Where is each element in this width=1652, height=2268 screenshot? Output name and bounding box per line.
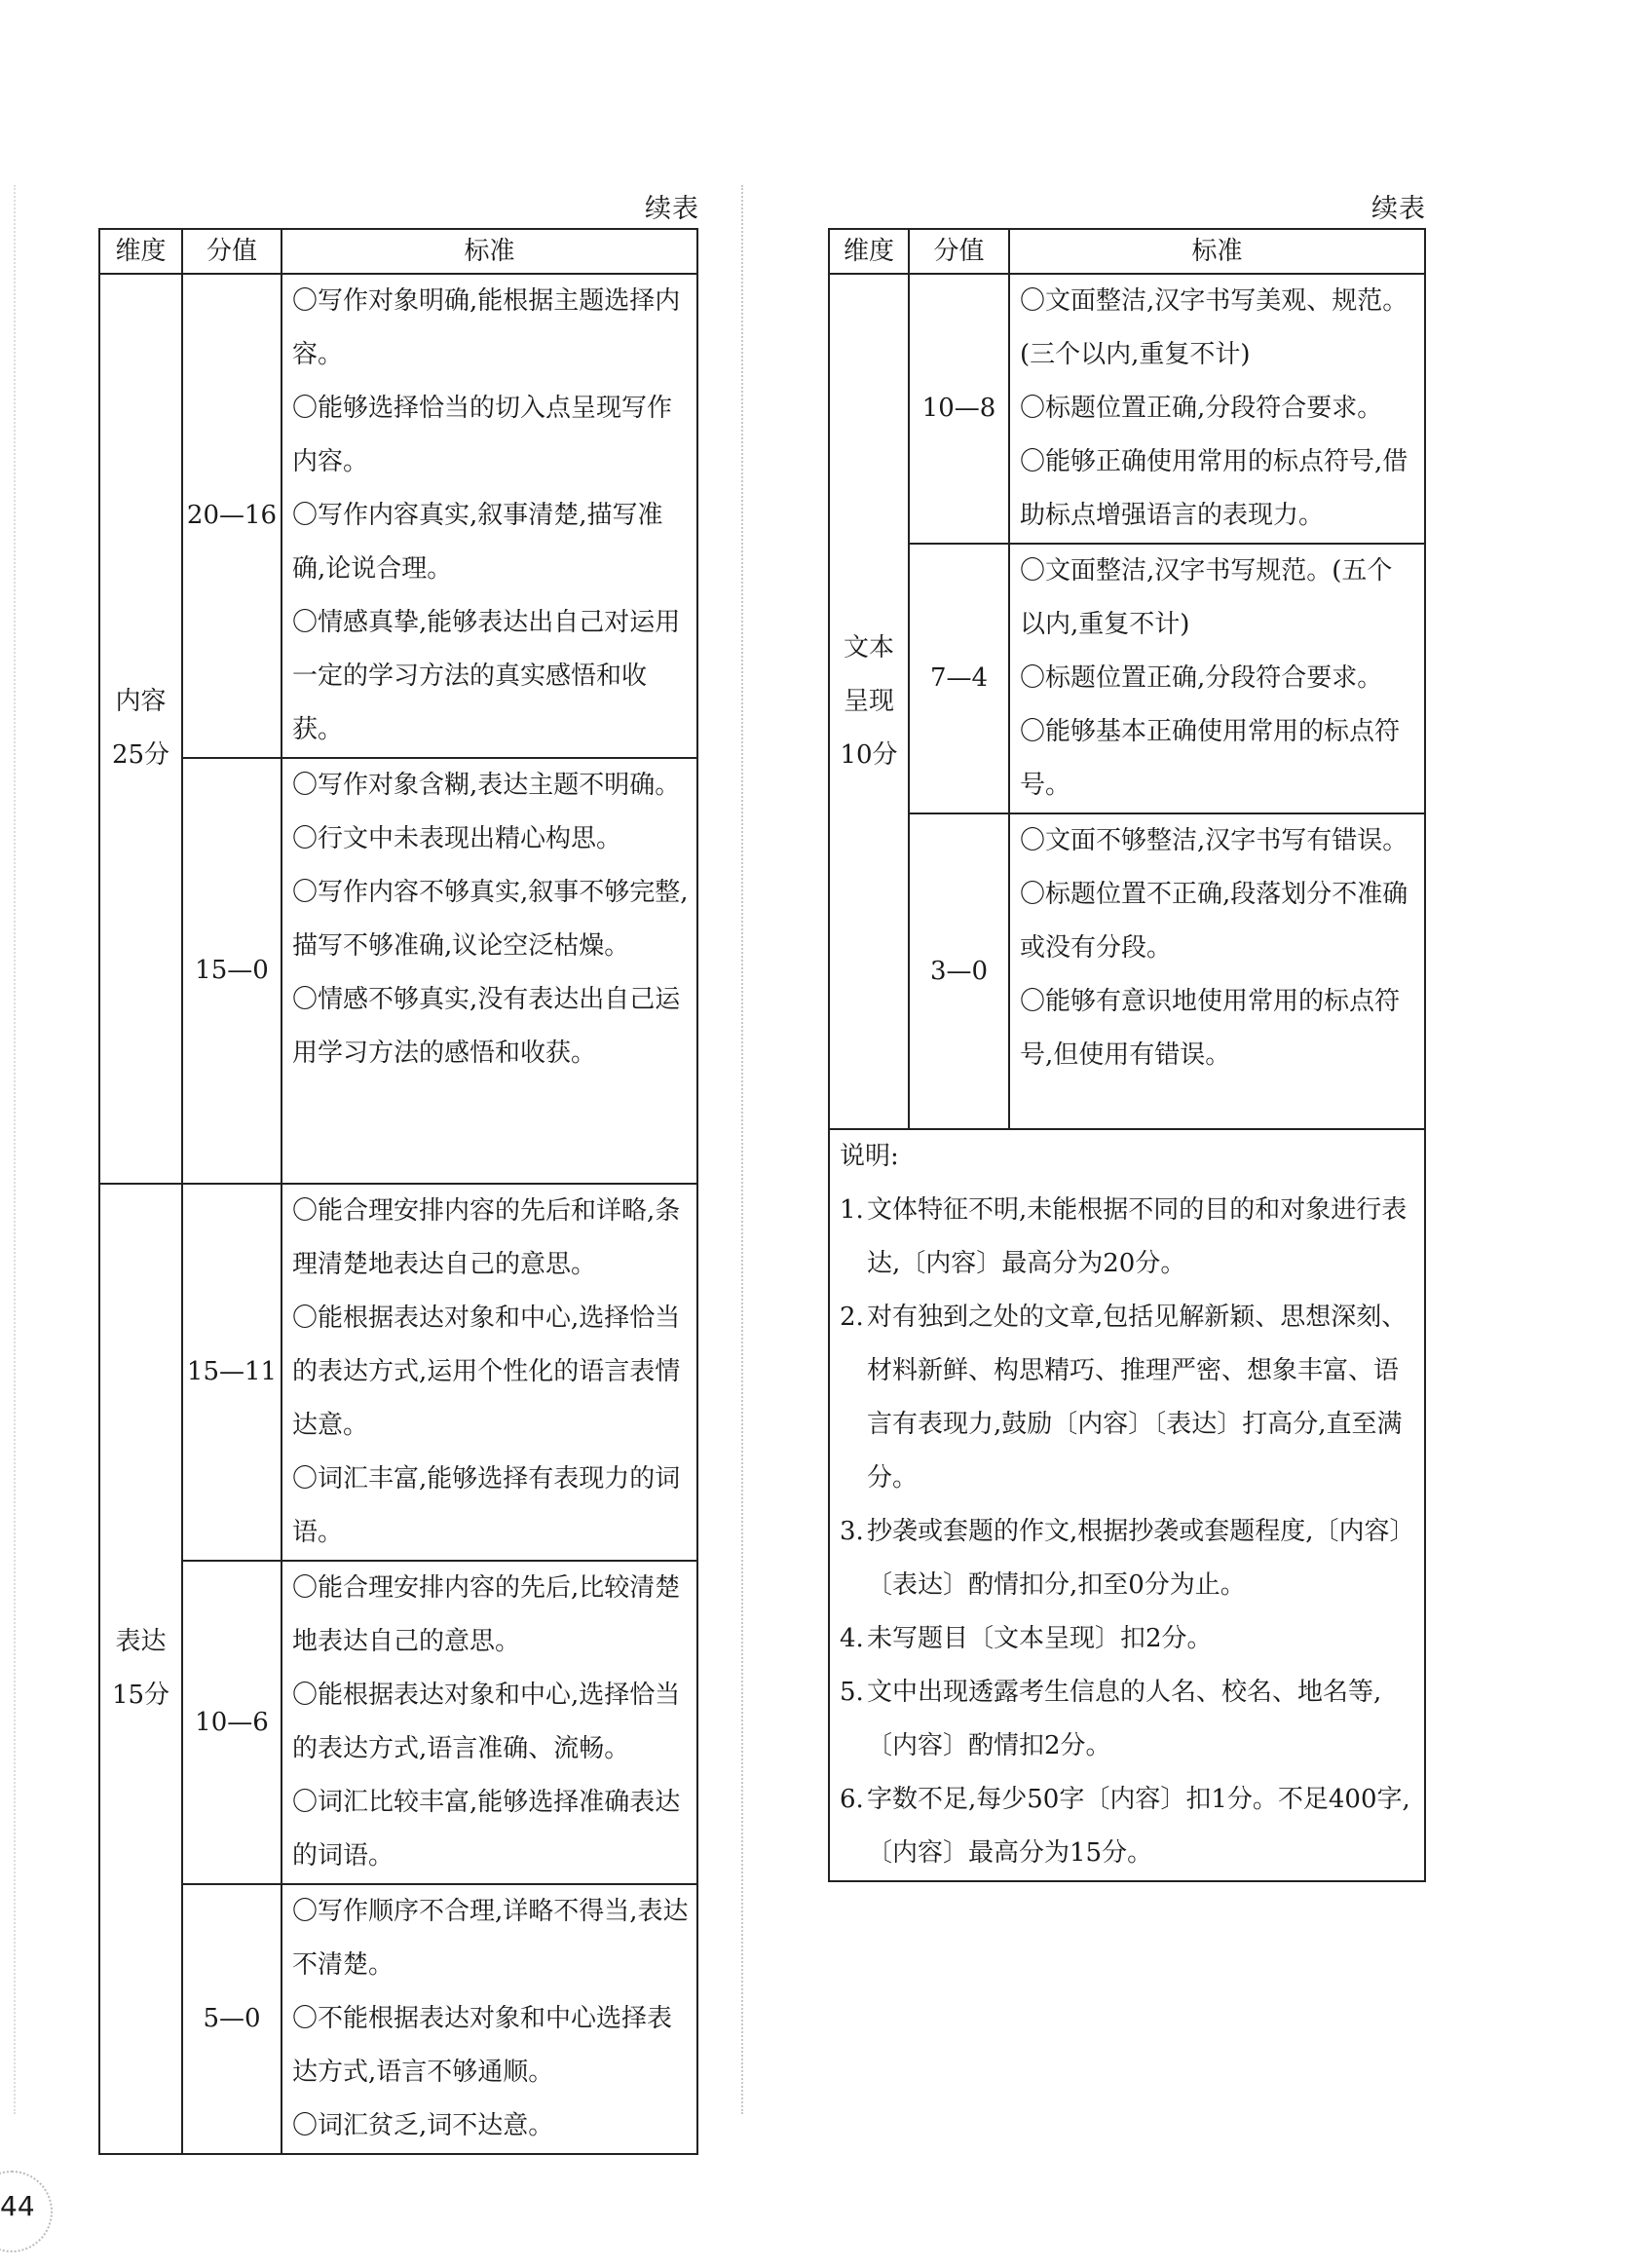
criterion: 〇文面整洁,汉字书写规范。(五个以内,重复不计) <box>1020 556 1393 639</box>
criteria-cell <box>282 1884 697 2154</box>
criteria-cell <box>282 1184 697 1561</box>
criterion: 〇写作内容真实,叙事清楚,描写准确,论说合理。 <box>292 501 663 584</box>
header-dimension: 维度 <box>99 229 182 274</box>
criteria-cell <box>282 274 697 758</box>
note-number: 6. <box>840 1785 864 1814</box>
score-band: 10—8 <box>909 274 1009 544</box>
criterion: 〇能合理安排内容的先后,比较清楚地表达自己的意思。 <box>292 1573 681 1656</box>
criteria-cell <box>1009 274 1425 544</box>
criterion: 〇写作对象含糊,表达主题不明确。 <box>292 771 681 800</box>
note-text: 抄袭或套题的作文,根据抄袭或套题程度,〔内容〕〔表达〕酌情扣分,扣至0分为止。 <box>867 1517 1415 1600</box>
left-table-caption: 续表 <box>645 194 699 224</box>
criterion: 〇词汇丰富,能够选择有表现力的词语。 <box>292 1464 681 1547</box>
notes-cell <box>829 1129 1425 1881</box>
score-band: 15—11 <box>182 1184 282 1561</box>
criterion: 〇情感真挚,能够表达出自己对运用一定的学习方法的真实感悟和收获。 <box>292 608 681 744</box>
criterion: 〇能够正确使用常用的标点符号,借助标点增强语言的表现力。 <box>1020 447 1408 530</box>
table-row <box>99 1184 697 1561</box>
table-row <box>829 813 1425 1129</box>
criterion: 〇能根据表达对象和中心,选择恰当的表达方式,语言准确、流畅。 <box>292 1681 681 1763</box>
dimension-content <box>99 274 182 1184</box>
score-band: 5—0 <box>182 1884 282 2154</box>
note-item <box>840 1291 1418 1505</box>
header-dimension: 维度 <box>829 229 909 274</box>
score-band: 15—0 <box>182 758 282 1184</box>
criterion: 〇词汇贫乏,词不达意。 <box>292 2111 554 2140</box>
dimension-points: 25分 <box>111 740 170 770</box>
criterion: 〇能够有意识地使用常用的标点符号,但使用有错误。 <box>1020 987 1401 1070</box>
note-item <box>840 1184 1418 1291</box>
criterion: 〇能合理安排内容的先后和详略,条理清楚地表达自己的意思。 <box>292 1196 681 1279</box>
dimension-label: 表达 <box>115 1627 167 1656</box>
note-item <box>840 1773 1418 1880</box>
table-row <box>99 1884 697 2154</box>
score-band: 20—16 <box>182 274 282 758</box>
header-standard: 标准 <box>282 229 697 274</box>
left-table-header-row <box>99 229 697 274</box>
note-item <box>840 1505 1418 1612</box>
criteria-cell <box>282 1561 697 1884</box>
criterion: 〇标题位置正确,分段符合要求。 <box>1020 394 1383 423</box>
criterion: 〇行文中未表现出精心构思。 <box>292 824 622 853</box>
dimension-label: 内容 <box>115 687 167 716</box>
criterion: 〇写作顺序不合理,详略不得当,表达不清楚。 <box>292 1897 689 1980</box>
note-text: 文中出现透露考生信息的人名、校名、地名等,〔内容〕酌情扣2分。 <box>867 1678 1382 1760</box>
dimension-points: 10分 <box>840 739 898 770</box>
note-text: 文体特征不明,未能根据不同的目的和对象进行表达,〔内容〕最高分为20分。 <box>867 1195 1408 1278</box>
note-item <box>840 1612 1418 1666</box>
criteria-cell <box>282 758 697 1184</box>
criteria-cell <box>1009 813 1425 1129</box>
table-row <box>829 274 1425 544</box>
dimension-points: 15分 <box>111 1681 170 1710</box>
column-divider <box>741 185 743 2114</box>
criterion: 〇能够基本正确使用常用的标点符号。 <box>1020 717 1401 800</box>
note-number: 1. <box>840 1195 864 1225</box>
table-row <box>99 758 697 1184</box>
criterion: 〇写作对象明确,能根据主题选择内容。 <box>292 286 681 369</box>
criterion: 〇词汇比较丰富,能够选择准确表达的词语。 <box>292 1788 681 1871</box>
page-number: 44 <box>0 2190 35 2222</box>
note-text: 字数不足,每少50字〔内容〕扣1分。不足400字,〔内容〕最高分为15分。 <box>867 1785 1410 1868</box>
note-text: 对有独到之处的文章,包括见解新颖、思想深刻、材料新鲜、构思精巧、推理严密、想象丰富、语言有表现力,鼓励〔内容〕〔表达〕打高分,直至满分。 <box>867 1303 1408 1493</box>
left-rubric-table <box>98 228 698 2155</box>
note-text: 未写题目〔文本呈现〕扣2分。 <box>867 1624 1213 1653</box>
criterion: 〇能够选择恰当的切入点呈现写作内容。 <box>292 394 673 476</box>
header-score: 分值 <box>182 229 282 274</box>
right-table-header-row <box>829 229 1425 274</box>
note-item <box>840 1666 1418 1773</box>
left-margin-guide <box>14 185 16 2114</box>
criteria-cell <box>1009 544 1425 813</box>
criterion: 〇标题位置不正确,段落划分不准确或没有分段。 <box>1020 880 1408 963</box>
right-rubric-table <box>828 228 1426 1882</box>
header-standard: 标准 <box>1009 229 1425 274</box>
notes-title: 说明: <box>840 1142 899 1171</box>
score-band: 10—6 <box>182 1561 282 1884</box>
note-number: 4. <box>840 1624 864 1653</box>
dimension-expression <box>99 1184 182 2154</box>
criterion: 〇标题位置正确,分段符合要求。 <box>1020 663 1383 693</box>
criterion: 〇文面整洁,汉字书写美观、规范。(三个以内,重复不计) <box>1020 286 1408 369</box>
dimension-label: 呈现 <box>843 686 894 716</box>
dimension-label: 文本 <box>843 632 894 662</box>
header-score: 分值 <box>909 229 1009 274</box>
table-row <box>829 544 1425 813</box>
table-row <box>99 1561 697 1884</box>
note-number: 2. <box>840 1303 864 1332</box>
criterion: 〇情感不够真实,没有表达出自己运用学习方法的感悟和收获。 <box>292 985 681 1068</box>
score-band: 7—4 <box>909 544 1009 813</box>
criterion: 〇不能根据表达对象和中心选择表达方式,语言不够通顺。 <box>292 2004 673 2087</box>
notes-row <box>829 1129 1425 1881</box>
criterion: 〇文面不够整洁,汉字书写有错误。 <box>1020 826 1408 855</box>
note-number: 5. <box>840 1678 864 1707</box>
dimension-presentation <box>829 274 909 1129</box>
table-row <box>99 274 697 758</box>
right-table-caption: 续表 <box>1371 194 1426 224</box>
score-band: 3—0 <box>909 813 1009 1129</box>
criterion: 〇能根据表达对象和中心,选择恰当的表达方式,运用个性化的语言表情达意。 <box>292 1304 681 1440</box>
criterion: 〇写作内容不够真实,叙事不够完整,描写不够准确,议论空泛枯燥。 <box>292 878 689 961</box>
note-number: 3. <box>840 1517 864 1546</box>
